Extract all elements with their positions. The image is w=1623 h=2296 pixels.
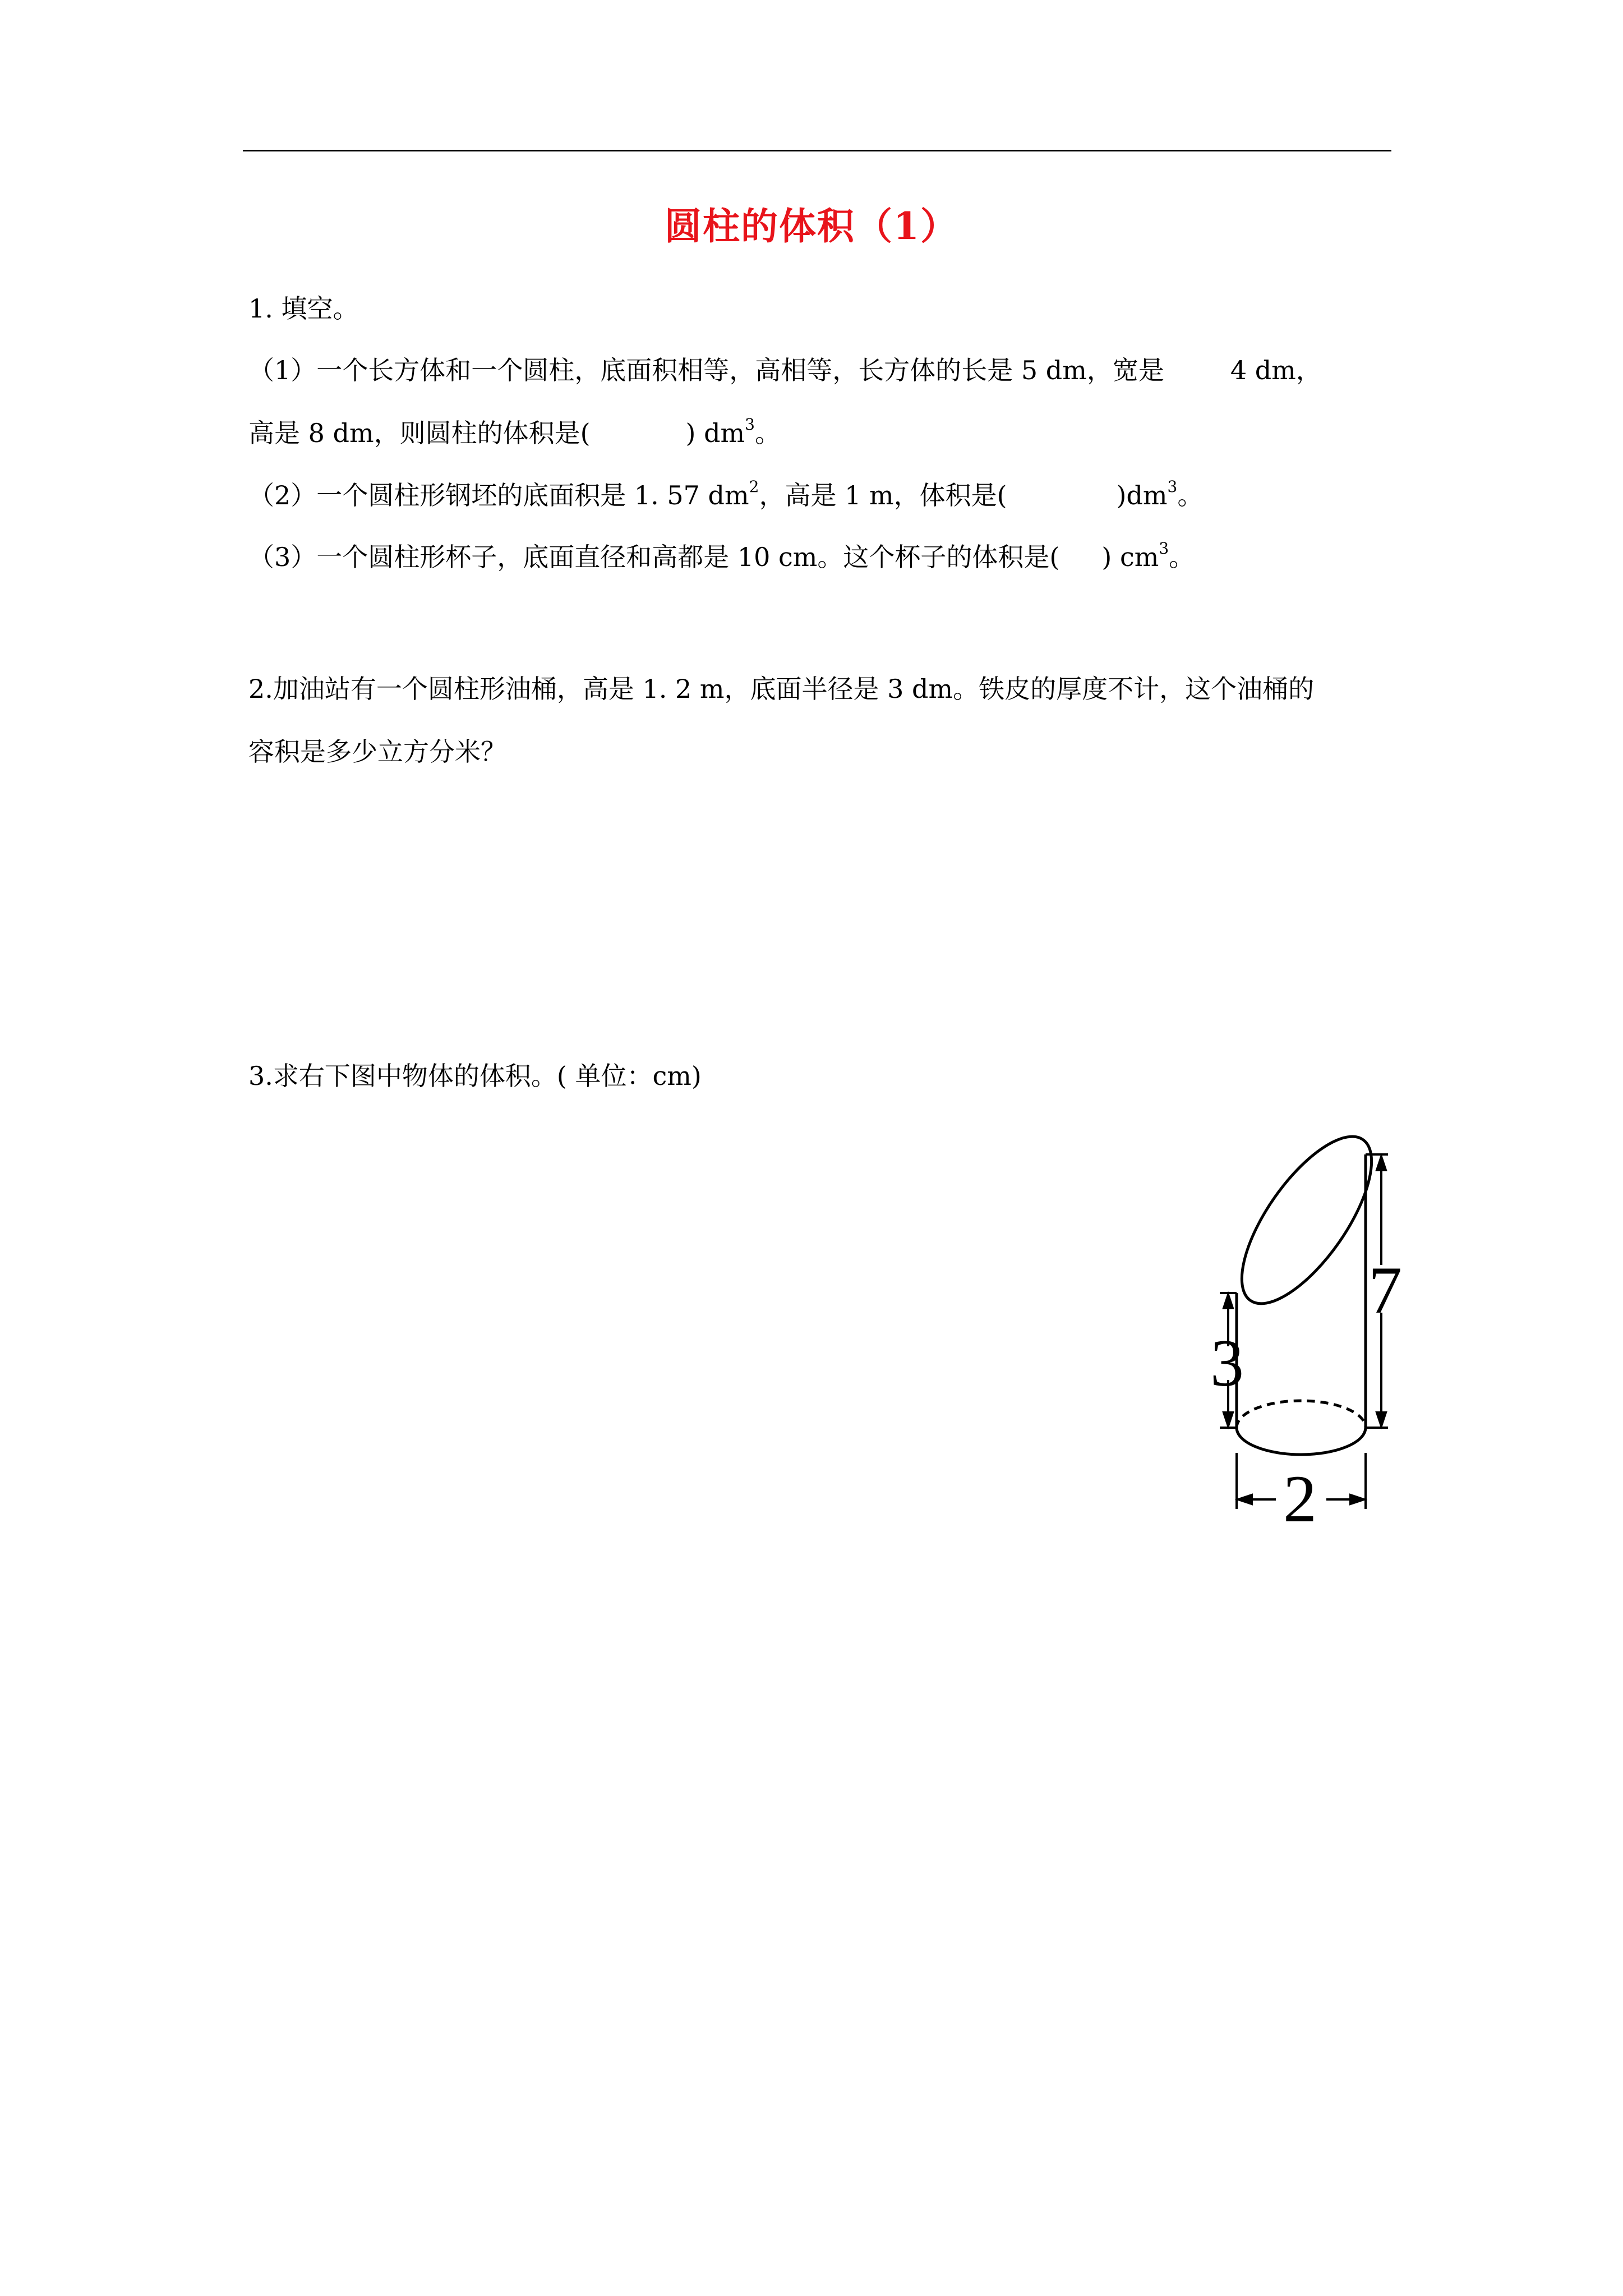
q1-item3-sup: 3 [1159, 539, 1169, 558]
page-title: 圆柱的体积（1） [665, 204, 958, 248]
q3-text: 3.求右下图中物体的体积。( 单位：cm) [248, 1061, 702, 1091]
q1-item1-line1 [248, 357, 1322, 383]
dim-bottom-arrow-right [1350, 1495, 1364, 1504]
q1-item1-text-d: ) dm [685, 418, 745, 448]
dim-bottom-arrow-left [1238, 1495, 1252, 1504]
dim-label-diameter: 2 [1283, 1461, 1317, 1536]
dim-left-arrow-up [1224, 1295, 1233, 1308]
q1-item2-sup-a: 2 [749, 477, 759, 496]
q1-item2-text-c: )dm [1116, 480, 1168, 510]
q1-item3-text-a: （3）一个圆柱形杯子，底面直径和高都是 10 cm。这个杯子的体积是( [248, 542, 1060, 572]
q1-item2-text-b: ，高是 1 m，体积是( [759, 480, 1007, 510]
cylinder-bottom-back [1237, 1401, 1366, 1428]
q2-line1: 2.加油站有一个圆柱形油桶，高是 1. 2 m，底面半径是 3 dm。铁皮的厚度不计，这个油桶的 [248, 674, 1315, 704]
q2-line2: 容积是多少立方分米？ [248, 737, 506, 767]
q1-item1-text-a: （1）一个长方体和一个圆柱，底面积相等，高相等，长方体的长是 5 dm，宽是 [248, 355, 1164, 385]
cut-cylinder-svg [1166, 1116, 1447, 1543]
dim-right-arrow-down [1377, 1412, 1386, 1426]
q1-item3-text-b: ) cm [1101, 542, 1159, 572]
q1-item1-text-end: 。 [755, 418, 781, 448]
q1-item1-text-b: 4 dm， [1230, 355, 1322, 385]
dim-label-tall-height: 7 [1368, 1253, 1402, 1327]
dim-left-arrow-down [1224, 1412, 1233, 1426]
q1-item1-sup: 3 [745, 415, 755, 434]
dim-label-short-height: 3 [1210, 1326, 1244, 1400]
q1-item1-text-c: 高是 8 dm，则圆柱的体积是( [248, 418, 591, 448]
header-rule [243, 150, 1391, 151]
q1-item3-text-end: 。 [1169, 542, 1195, 572]
q1-item1-line2 [248, 415, 781, 448]
q1-item3-line [248, 539, 1195, 572]
cut-cylinder-figure [1166, 1116, 1447, 1543]
q1-item2-sup-c: 3 [1167, 477, 1178, 496]
dim-right-arrow-up [1377, 1157, 1386, 1170]
cylinder-bottom-front [1237, 1428, 1366, 1455]
q1-heading: 1. 填空。 [248, 293, 359, 324]
q1-item2-text-end: 。 [1177, 480, 1204, 510]
q1-item2-text-a: （2）一个圆柱形钢坯的底面积是 1. 57 dm [248, 480, 749, 510]
q1-item2-line [248, 477, 1204, 510]
